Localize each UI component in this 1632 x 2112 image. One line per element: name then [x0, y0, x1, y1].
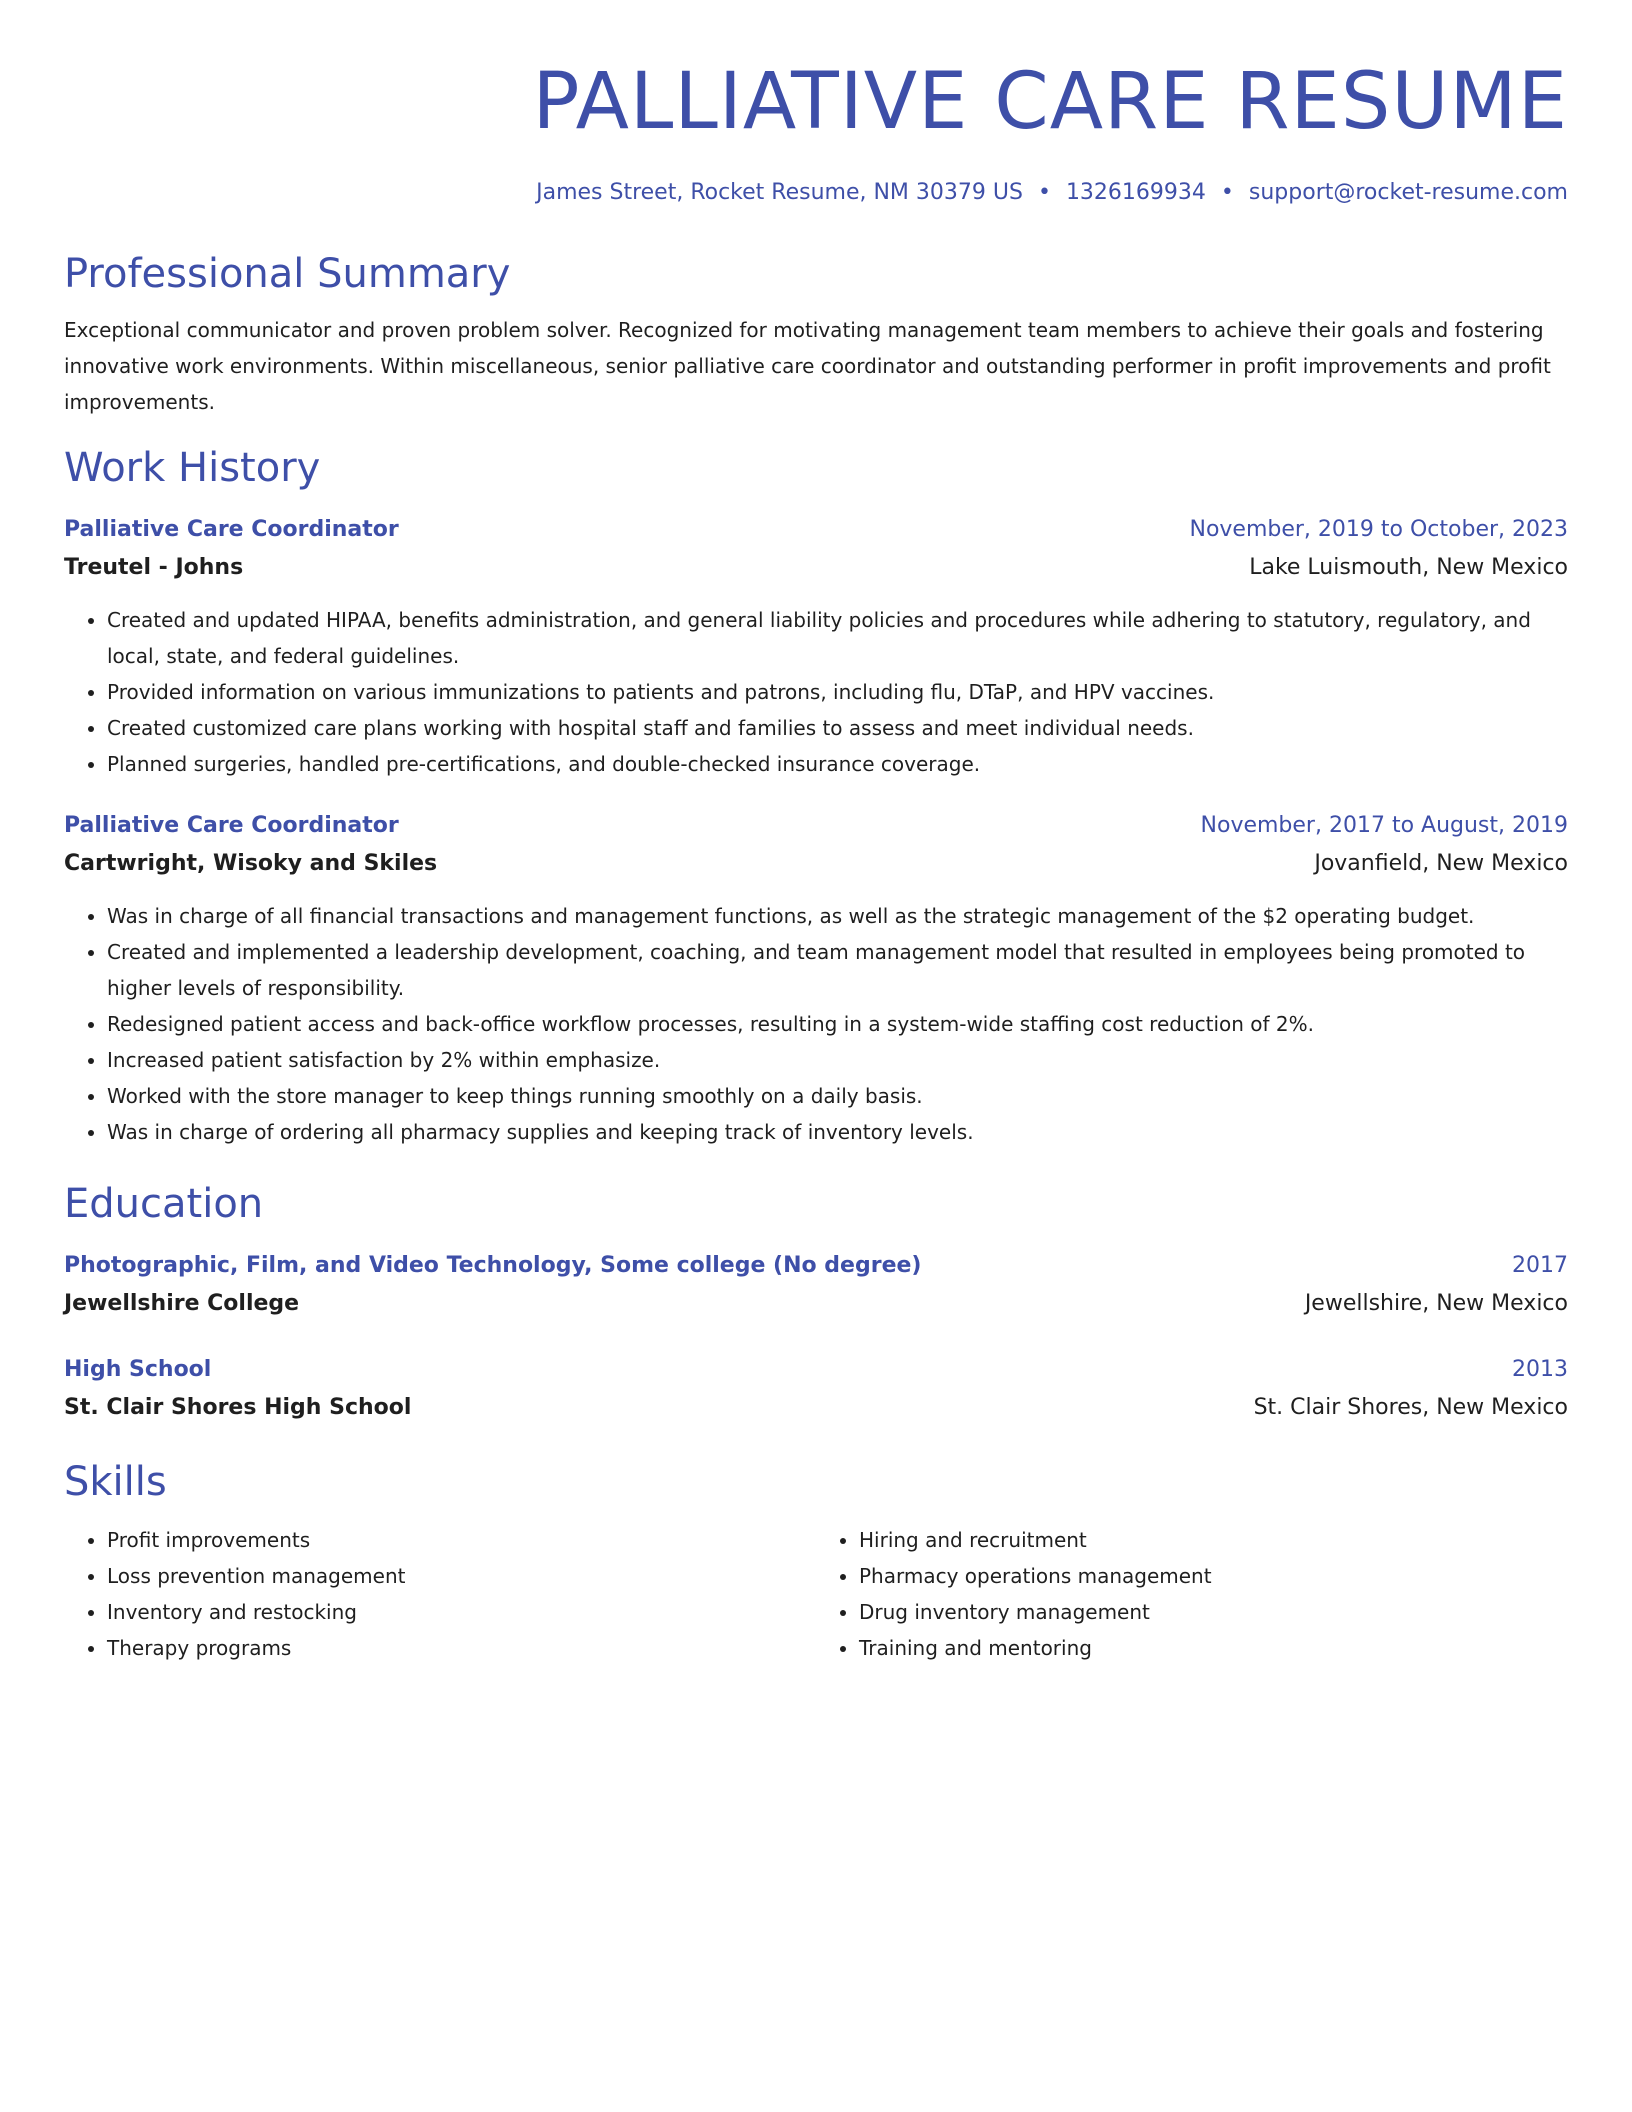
skills-list [64, 1522, 816, 1666]
job-location: Jovanfield, New Mexico [1314, 851, 1568, 876]
education-year: 2017 [1512, 1253, 1568, 1278]
skills-grid [64, 1522, 1568, 1666]
job-role: Palliative Care Coordinator [64, 517, 399, 542]
job-bullet: • Increased patient satisfaction by 2% within emphasize. [107, 1042, 1568, 1078]
education-school: Jewellshire College [64, 1291, 300, 1316]
summary-text: Exceptional communicator and proven problem solver. Recognized for motivating management team members to achieve their goals and fostering innovative work environments. Within miscellaneous, senior palliative care coordinator and outstanding performer in profit improvements and profit improvements. [64, 318, 1551, 414]
job-bullets [64, 898, 1568, 1150]
job-entry [64, 808, 1568, 1150]
skill-item: • Therapy programs [107, 1630, 816, 1666]
contact-separator: • [1037, 180, 1051, 205]
contact-phone: 1326169934 [1065, 180, 1206, 205]
job-company: Treutel - Johns [64, 555, 244, 580]
job-bullet: • Created and implemented a leadership development, coaching, and team management model that resulted in employees being promoted to higher levels of responsibility. [107, 934, 1568, 1006]
job-entry [64, 512, 1568, 782]
summary-heading: Professional Summary [64, 251, 511, 297]
job-bullet: • Provided information on various immunizations to patients and patrons, including flu, DTaP, and HPV vaccines. [107, 674, 1568, 710]
job-bullet: • Was in charge of ordering all pharmacy supplies and keeping track of inventory levels. [107, 1114, 1568, 1150]
job-bullet: • Planned surgeries, handled pre-certifications, and double-checked insurance coverage. [107, 746, 1568, 782]
education-degree: Photographic, Film, and Video Technology, Some college (No degree) [64, 1253, 922, 1278]
skill-item: • Training and mentoring [859, 1630, 1568, 1666]
education-entry [64, 1352, 1568, 1428]
contact-email: support@rocket-resume.com [1248, 180, 1568, 205]
education-entry [64, 1248, 1568, 1324]
contact-address: James Street, Rocket Resume, NM 30379 US [536, 180, 1023, 205]
education-year: 2013 [1512, 1357, 1568, 1382]
job-dates: November, 2019 to October, 2023 [1189, 517, 1568, 542]
skill-item: • Inventory and restocking [107, 1594, 816, 1630]
skills-heading: Skills [64, 1459, 167, 1505]
job-bullet: • Redesigned patient access and back-office workflow processes, resulting in a system-wide staffing cost reduction of 2%. [107, 1006, 1568, 1042]
contact-line [64, 178, 1568, 208]
education-location: Jewellshire, New Mexico [1304, 1291, 1568, 1316]
education-location: St. Clair Shores, New Mexico [1253, 1395, 1568, 1420]
job-bullet: • Created customized care plans working with hospital staff and families to assess and meet individual needs. [107, 710, 1568, 746]
education-degree: High School [64, 1357, 212, 1382]
skill-item: • Pharmacy operations management [859, 1558, 1568, 1594]
skills-column-left [64, 1522, 816, 1666]
skill-item: • Hiring and recruitment [859, 1522, 1568, 1558]
education-heading: Education [64, 1181, 264, 1227]
skill-item: • Profit improvements [107, 1522, 816, 1558]
work-history-heading: Work History [64, 445, 321, 491]
job-dates: November, 2017 to August, 2019 [1200, 813, 1568, 838]
skill-item: • Drug inventory management [859, 1594, 1568, 1630]
job-location: Lake Luismouth, New Mexico [1249, 555, 1568, 580]
skills-column-right [816, 1522, 1568, 1666]
skills-list [816, 1522, 1568, 1666]
job-bullets [64, 602, 1568, 782]
job-bullet: • Worked with the store manager to keep things running smoothly on a daily basis. [107, 1078, 1568, 1114]
job-role: Palliative Care Coordinator [64, 813, 399, 838]
contact-separator: • [1220, 180, 1234, 205]
job-company: Cartwright, Wisoky and Skiles [64, 851, 438, 876]
resume-title: PALLIATIVE CARE RESUME [532, 57, 1568, 147]
job-bullet: • Created and updated HIPAA, benefits administration, and general liability policies and procedures while adhering to statutory, regulatory, and local, state, and federal guidelines. [107, 602, 1568, 674]
skill-item: • Loss prevention management [107, 1558, 816, 1594]
job-bullet: • Was in charge of all financial transactions and management functions, as well as the strategic management of the $2 operating budget. [107, 898, 1568, 934]
education-school: St. Clair Shores High School [64, 1395, 412, 1420]
